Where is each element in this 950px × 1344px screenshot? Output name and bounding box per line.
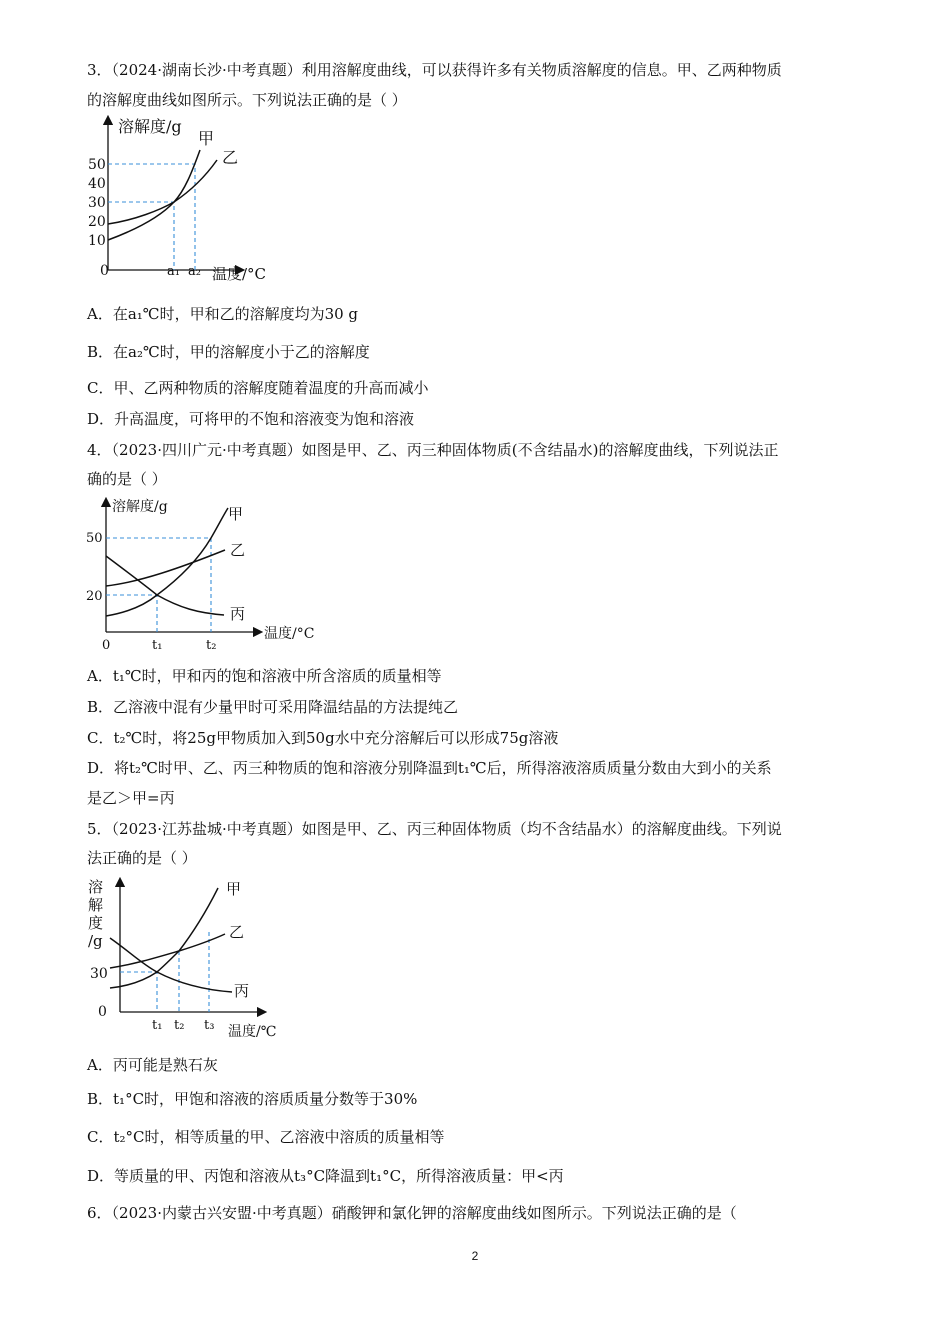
q3-stem-line-2: 的溶解度曲线如图所示。下列说法正确的是（ ）	[87, 91, 407, 109]
series-label-bing: 丙	[230, 605, 246, 623]
ytick-40: 40	[88, 176, 106, 192]
q3-option-b: B．在a₂℃时，甲的溶解度小于乙的溶解度	[87, 343, 370, 361]
ytick-10: 10	[88, 233, 106, 249]
y-axis-label: 溶解度/g	[112, 499, 168, 515]
q5-solubility-chart	[80, 872, 300, 1040]
xtick-t1: t₁	[152, 1018, 163, 1033]
q5-option-b: B．t₁°C时，甲饱和溶液的溶质质量分数等于30%	[87, 1090, 418, 1108]
t1-guide	[120, 972, 157, 1012]
q4-solubility-chart	[80, 494, 340, 656]
series-label-jia: 甲	[226, 880, 242, 898]
xtick-a2: a₂	[188, 264, 201, 279]
ytick-50: 50	[86, 531, 103, 546]
origin-label: 0	[102, 638, 111, 653]
y-axis-label-1: 溶	[88, 878, 104, 896]
q4-option-d-line-1: D．将t₂℃时甲、乙、丙三种物质的饱和溶液分别降温到t₁℃后，所得溶液溶质质量分数由大到小的关系	[87, 759, 772, 777]
x-axis-label: 温度/°C	[264, 626, 315, 642]
ytick-20: 20	[88, 214, 106, 230]
curve-bing	[106, 556, 224, 615]
page-number: 2	[471, 1249, 479, 1263]
series-label-yi: 乙	[229, 923, 245, 941]
q4-option-b: B．乙溶液中混有少量甲时可采用降温结晶的方法提纯乙	[87, 698, 459, 716]
q5-stem-line-2: 法正确的是（ ）	[87, 849, 197, 867]
origin-label: 0	[98, 1004, 107, 1020]
q3-option-a: A．在a₁℃时，甲和乙的溶解度均为30 g	[87, 305, 359, 323]
x-axis-label: 温度/°C	[212, 265, 267, 283]
y-axis-label: 溶解度/g	[118, 117, 182, 136]
curve-yi	[106, 550, 225, 586]
q5-option-c: C．t₂°C时，相等质量的甲、乙溶液中溶质的质量相等	[87, 1128, 445, 1146]
a2-guide	[108, 164, 195, 270]
ytick-50: 50	[88, 157, 106, 173]
q4-option-d-line-2: 是乙＞甲=丙	[87, 789, 175, 807]
xtick-a1: a₁	[167, 264, 180, 279]
ytick-30: 30	[90, 966, 108, 982]
q3-option-d: D．升高温度，可将甲的不饱和溶液变为饱和溶液	[87, 410, 415, 428]
series-label-jia: 甲	[198, 129, 215, 148]
q4-stem-line-2: 确的是（ ）	[87, 470, 167, 488]
xtick-t3: t₃	[204, 1018, 215, 1033]
xtick-t1: t₁	[152, 638, 163, 653]
ytick-30: 30	[88, 195, 106, 211]
q4-option-c: C．t₂℃时，将25g甲物质加入到50g水中充分溶解后可以形成75g溶液	[87, 729, 559, 747]
y-axis-label-4: /g	[88, 932, 103, 950]
q3-stem-line-1: 3．（2024·湖南长沙·中考真题）利用溶解度曲线，可以获得许多有关物质溶解度的信息。甲、乙两种物质	[87, 61, 782, 79]
series-label-jia: 甲	[228, 505, 244, 523]
y-axis-label-2: 解	[88, 896, 104, 914]
ytick-20: 20	[86, 589, 103, 604]
x-axis-label: 温度/℃	[228, 1024, 277, 1040]
curve-yi	[108, 160, 217, 224]
t2-guide	[106, 538, 211, 632]
q5-stem-line-1: 5．（2023·江苏盐城·中考真题）如图是甲、乙、丙三种固体物质（均不含结晶水）的溶解度曲线。下列说	[87, 820, 782, 838]
q5-option-a: A．丙可能是熟石灰	[87, 1056, 218, 1074]
q6-stem-line-1: 6．（2023·内蒙古兴安盟·中考真题）硝酸钾和氯化钾的溶解度曲线如图所示。下列说法正确的是（	[87, 1204, 737, 1222]
origin-label: 0	[100, 263, 109, 279]
series-label-bing: 丙	[234, 982, 250, 1000]
q5-option-d: D．等质量的甲、丙饱和溶液从t₃°C降温到t₁°C，所得溶液质量：甲<丙	[87, 1167, 564, 1185]
curve-jia	[110, 888, 218, 988]
xtick-t2: t₂	[174, 1018, 185, 1033]
series-label-yi: 乙	[222, 148, 239, 167]
q3-solubility-chart	[80, 112, 300, 290]
series-label-yi: 乙	[230, 541, 246, 559]
y-axis-label-3: 度	[88, 914, 104, 932]
xtick-t2: t₂	[206, 638, 217, 653]
q4-option-a: A．t₁℃时，甲和丙的饱和溶液中所含溶质的质量相等	[87, 667, 442, 685]
q4-stem-line-1: 4．（2023·四川广元·中考真题）如图是甲、乙、丙三种固体物质(不含结晶水)的溶解度曲线，下列说法正	[87, 441, 779, 459]
q3-option-c: C．甲、乙两种物质的溶解度随着温度的升高而减小	[87, 379, 429, 397]
